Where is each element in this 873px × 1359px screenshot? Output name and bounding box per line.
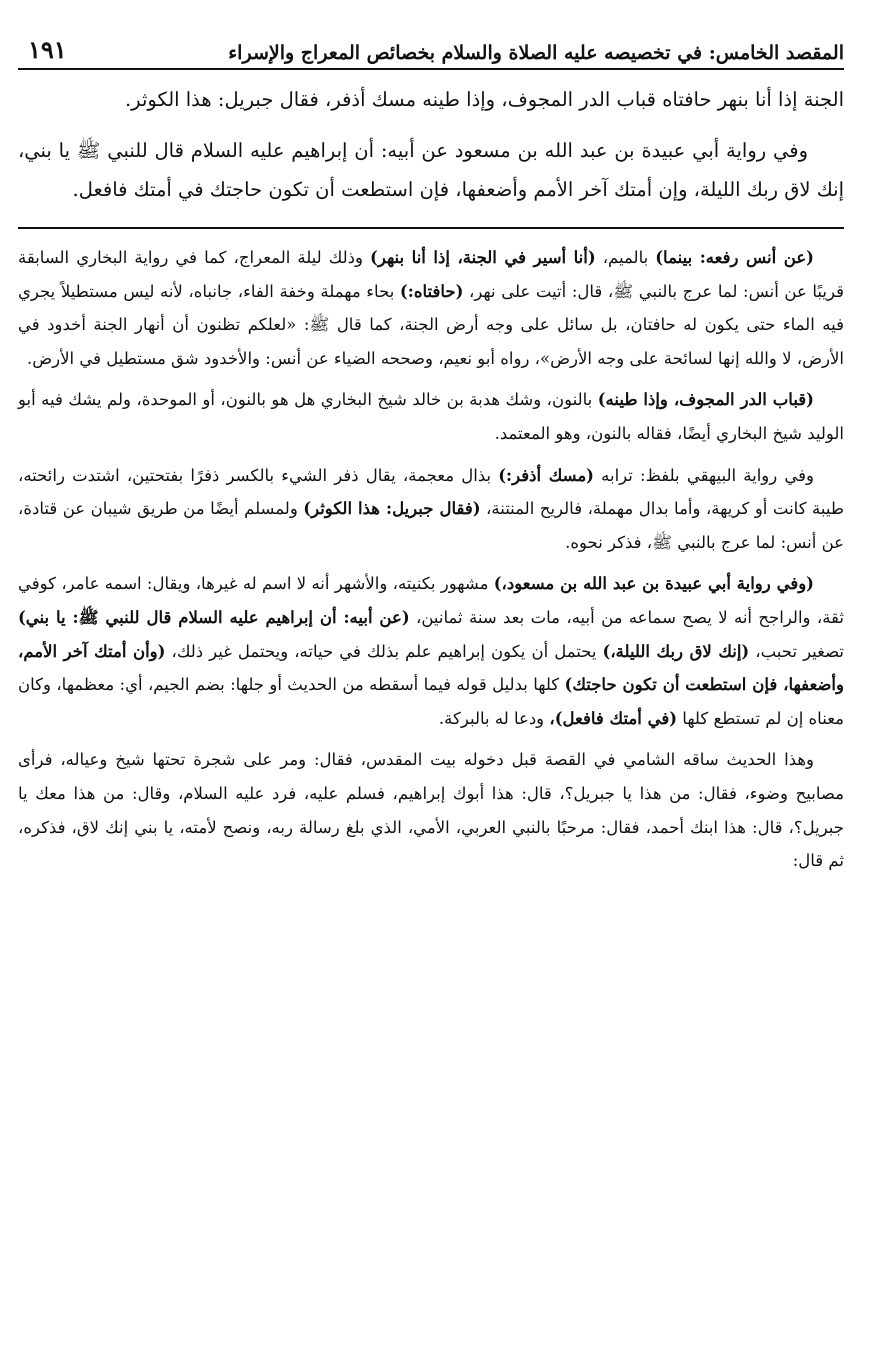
- running-header: [18, 22, 844, 70]
- commentary-paragraph: [18, 743, 844, 877]
- page-number: ١٩١: [28, 35, 67, 64]
- commentary-section: [18, 241, 844, 878]
- commentary-text: كلها بدليل قوله فيما أسقطه من الحديث أو جلها: بضم الجيم، أي: معظمها، وكان معناه إن لم تستطع كلها: [18, 675, 844, 728]
- book-page: [18, 22, 844, 886]
- quoted-lemma: (وفي رواية أبي عبيدة بن عبد الله بن مسعود،): [493, 574, 814, 594]
- commentary-text: يحتمل أن يكون إبراهيم علم بذلك في حياته، ويحتمل غير ذلك،: [165, 641, 603, 661]
- text-commentary-divider: [18, 227, 844, 229]
- commentary-paragraph: [18, 241, 844, 375]
- quoted-lemma: (وأن أمتك آخر الأمم، وأضعفها، فإن استطعت أن تكون حاجتك): [18, 641, 844, 695]
- quoted-lemma: (عن أبيه: أن إبراهيم عليه السلام قال للنبي ﷺ: يا بني): [18, 607, 410, 627]
- commentary-paragraph: [18, 459, 844, 560]
- quoted-lemma: (حافتاه:): [399, 281, 464, 301]
- quoted-lemma: (إنك لاق ربك الليلة،): [602, 641, 750, 661]
- commentary-text: بالميم،: [595, 248, 656, 267]
- commentary-text: وهذا الحديث ساقه الشامي في القصة قبل دخوله بيت المقدس، فقال: ومر على شجرة تحتها شيخ وعياله، فرأى مصابيح وضوء، فقال: من هذا يا جبريل؟، قال: هذا أبوك إبراهيم، فسلم عليه، فرد عليه السلام، وقال: من هذا معك يا جبريل؟، قال: هذا ابنك أحمد، فقال: مرحبًا بالنبي العربي، الأمي، الذي بلغ رسالة ربه، ونصح لأمته، يا بني إنك لاق، فذكره، ثم قال:: [18, 750, 844, 871]
- commentary-text: ولمسلم أيضًا من طريق شيبان عن قتادة، عن أنس: لما عرج بالنبي ﷺ، فذكر نحوه.: [18, 499, 844, 552]
- chapter-title: المقصد الخامس: في تخصيصه عليه الصلاة والسلام بخصائص المعراج والإسراء: [228, 42, 844, 64]
- commentary-text: مشهور بكنيته، والأشهر أنه لا اسم له غيرها، ويقال: اسمه عامر، كوفي ثقة، والراجح أنه لا يصح سماعه من أبيه، مات بعد سنة ثمانين،: [18, 574, 844, 627]
- quoted-lemma: (في أمتك فافعل)،: [549, 708, 678, 728]
- commentary-text: بحاء مهملة وخفة الفاء، جانباه، لأنه ليس مستطيلاً يجري فيه الماء حتى يكون له حافتان، بل سائل على وجه أرض الجنة، كما قال ﷺ: «لعلكم تظنون أن أنهار الجنة أخدود في الأرض، لا والله إنها لسائحة على وجه الأرض»، رواه أبو نعيم، وصححه الضياء عن أنس: والأخدود شق مستطيل في الأرض.: [18, 281, 844, 368]
- commentary-text: وفي رواية البيهقي بلفظ: ترابه: [593, 465, 814, 485]
- commentary-text: تصغير تحبب،: [749, 641, 845, 661]
- main-paragraph: وفي رواية أبي عبيدة بن عبد الله بن مسعود عن أبيه: أن إبراهيم عليه السلام قال للنبي ﷺ يا بني، إنك لاق ربك الليلة، وإن أمتك آخر الأمم وأضعفها، فإن استطعت أن تكون حاجتك في أمتك فافعل.: [18, 139, 844, 201]
- commentary-paragraph: [18, 383, 844, 450]
- commentary-text: بذال معجمة، يقال ذفر الشيء بالكسر ذفرًا بفتحتين، اشتدت رائحته، طيبة كانت أو كريهة، وأما بدال مهملة، فالريح المنتنة،: [18, 465, 844, 519]
- quoted-lemma: (قباب الدر المجوف، وإذا طينه): [597, 390, 814, 410]
- commentary-text: وذلك ليلة المعراج، كما في رواية البخاري السابقة قريبًا عن أنس: لما عرج بالنبي ﷺ، قال: أتيت على نهر،: [18, 248, 844, 301]
- commentary-paragraph: [18, 567, 844, 735]
- main-text: [18, 80, 844, 209]
- main-paragraph: الجنة إذا أنا بنهر حافتاه قباب الدر المجوف، وإذا طينه مسك أذفر، فقال جبريل: هذا الكوثر.: [124, 88, 844, 111]
- commentary-text: بالنون، وشك هدبة بن خالد شيخ البخاري هل هو بالنون، أو الموحدة، ولم يشك فيه أبو الوليد شيخ البخاري أيضًا، فقاله بالنون، وهو المعتمد.: [18, 390, 844, 443]
- quoted-lemma: (فقال جبريل: هذا الكوثر): [303, 499, 481, 519]
- quoted-lemma: (أنا أسير في الجنة، إذا أنا بنهر): [370, 248, 596, 267]
- commentary-text: ودعا له بالبركة.: [438, 708, 550, 728]
- quoted-lemma: (عن أنس رفعه: بينما): [655, 248, 814, 267]
- quoted-lemma: (مسك أذفر:): [498, 465, 594, 485]
